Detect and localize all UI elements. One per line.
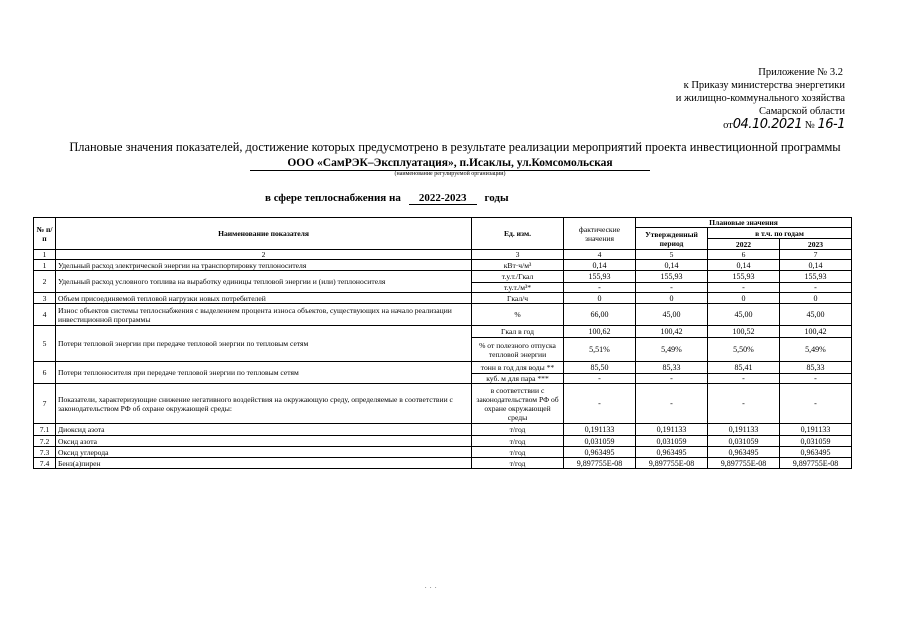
approved-value: 0,031059 (636, 436, 708, 447)
approved-value: 0 (636, 293, 708, 304)
approved-value: 0,191133 (636, 424, 708, 436)
actual-value: - (564, 374, 636, 384)
bottom-mark: . . . (425, 584, 438, 590)
unit-cell: в соответствии с законодательством РФ об охране окружающей среды (472, 384, 564, 424)
table-row (34, 436, 852, 447)
year-2023-value: 100,42 (780, 326, 852, 338)
table-row (34, 447, 852, 458)
row-number: 7 (34, 384, 56, 424)
year-2023-value: - (780, 374, 852, 384)
actual-value: - (564, 283, 636, 293)
sphere-period: 2022-2023 (409, 192, 477, 205)
unit-cell: кВт·ч/м³ (472, 260, 564, 271)
table-row (34, 260, 852, 271)
row-number: 7.1 (34, 424, 56, 436)
header-unit: Ед. изм. (472, 218, 564, 250)
actual-value: 0 (564, 293, 636, 304)
year-2022-value: 0,14 (708, 260, 780, 271)
approved-value: - (636, 384, 708, 424)
handwritten-number: 16-1 (817, 117, 845, 132)
column-number: 1 (34, 250, 56, 260)
indicator-name: Удельный расход электрической энергии на транспортировку теплоносителя (56, 260, 472, 271)
unit-cell: тонн в год для воды ** (472, 362, 564, 374)
year-2022-value: 100,52 (708, 326, 780, 338)
approved-value: 5,49% (636, 338, 708, 362)
column-number: 7 (780, 250, 852, 260)
header-planned: Плановые значения (636, 218, 852, 228)
indicator-name: Диоксид азота (56, 424, 472, 436)
actual-value: 85,50 (564, 362, 636, 374)
row-number: 7.2 (34, 436, 56, 447)
approved-value: 155,93 (636, 271, 708, 283)
approved-value: - (636, 283, 708, 293)
column-number: 5 (636, 250, 708, 260)
organization-caption: (наименование регулируемой организации) (394, 171, 506, 177)
column-numbers-row (34, 250, 852, 260)
approved-value: 9,897755E-08 (636, 458, 708, 469)
approved-value: 0,14 (636, 260, 708, 271)
from-label: от (723, 120, 733, 131)
approved-value: 0,963495 (636, 447, 708, 458)
header-num: № п/п (34, 218, 56, 250)
year-2022-value: 5,50% (708, 338, 780, 362)
unit-cell: Гкал/ч (472, 293, 564, 304)
table-row (34, 326, 852, 338)
appendix-date-line (585, 118, 845, 134)
approved-value: 45,00 (636, 304, 708, 326)
indicator-name: Потери теплоносителя при передаче тепловой энергии по тепловым сетям (56, 362, 472, 384)
table-body (34, 250, 852, 469)
table-row (34, 384, 852, 424)
unit-cell: % (472, 304, 564, 326)
row-number: 7.4 (34, 458, 56, 469)
row-number: 2 (34, 271, 56, 293)
year-2023-value: 5,49% (780, 338, 852, 362)
year-2022-value: 0,191133 (708, 424, 780, 436)
actual-value: 0,031059 (564, 436, 636, 447)
appendix-ministry: и жилищно-коммунального хозяйства (675, 93, 845, 104)
actual-value: 100,62 (564, 326, 636, 338)
actual-value: 155,93 (564, 271, 636, 283)
appendix-order: к Приказу министерства энергетики (683, 80, 845, 91)
year-2023-value: - (780, 384, 852, 424)
indicator-name: Оксид углерода (56, 447, 472, 458)
number-label: № (804, 120, 815, 131)
indicator-name: Потери тепловой энергии при передаче тепловой энергии по тепловым сетям (56, 326, 472, 362)
row-number: 6 (34, 362, 56, 384)
table-row (34, 362, 852, 374)
sphere-line (265, 192, 509, 205)
row-number: 3 (34, 293, 56, 304)
header-year-2023: 2023 (780, 239, 852, 250)
actual-value: 66,00 (564, 304, 636, 326)
indicator-name: Удельный расход условного топлива на выработку единицы тепловой энергии и (или) теплоносителя (56, 271, 472, 293)
sphere-prefix: в сфере теплоснабжения на (265, 192, 401, 204)
indicator-name: Оксид азота (56, 436, 472, 447)
year-2022-value: 0 (708, 293, 780, 304)
year-2022-value: 0,031059 (708, 436, 780, 447)
year-2023-value: 0 (780, 293, 852, 304)
unit-cell: куб. м для пара *** (472, 374, 564, 384)
unit-cell: т.у.т./м³* (472, 283, 564, 293)
handwritten-date: 04.10.2021 (732, 117, 803, 132)
unit-cell: т.у.т./Гкал (472, 271, 564, 283)
approved-value: 85,33 (636, 362, 708, 374)
unit-cell: т/год (472, 424, 564, 436)
actual-value: - (564, 384, 636, 424)
approved-value: 100,42 (636, 326, 708, 338)
actual-value: 0,14 (564, 260, 636, 271)
approved-value: - (636, 374, 708, 384)
appendix-region: Самарской области (759, 106, 845, 117)
actual-value: 0,191133 (564, 424, 636, 436)
year-2023-value: 0,191133 (780, 424, 852, 436)
year-2023-value: 85,33 (780, 362, 852, 374)
year-2022-value: 155,93 (708, 271, 780, 283)
actual-value: 0,963495 (564, 447, 636, 458)
year-2022-value: - (708, 374, 780, 384)
table-row (34, 293, 852, 304)
indicator-name: Показатели, характеризующие снижение негативного воздействия на окружающую среду, определяемые в соответствии с законодательством РФ об охране окружающей среды: (56, 384, 472, 424)
header-by-year: в т.ч. по годам (708, 228, 852, 239)
year-2023-value: 0,14 (780, 260, 852, 271)
row-number: 4 (34, 304, 56, 326)
year-2023-value: 0,963495 (780, 447, 852, 458)
table-row (34, 304, 852, 326)
unit-cell: т/год (472, 436, 564, 447)
table-row (34, 458, 852, 469)
appendix-title: Приложение № 3.2 (758, 67, 843, 78)
actual-value: 9,897755E-08 (564, 458, 636, 469)
indicator-name: Объем присоединяемой тепловой нагрузки новых потребителей (56, 293, 472, 304)
row-number: 7.3 (34, 447, 56, 458)
year-2023-value: - (780, 283, 852, 293)
year-2022-value: - (708, 384, 780, 424)
column-number: 4 (564, 250, 636, 260)
unit-cell: % от полезного отпуска тепловой энергии (472, 338, 564, 362)
column-number: 3 (472, 250, 564, 260)
unit-cell: т/год (472, 458, 564, 469)
year-2022-value: 0,963495 (708, 447, 780, 458)
year-2023-value: 9,897755E-08 (780, 458, 852, 469)
year-2022-value: 45,00 (708, 304, 780, 326)
column-number: 6 (708, 250, 780, 260)
header-actual: фактические значения (564, 218, 636, 250)
indicator-name: Износ объектов системы теплоснабжения с выделением процента износа объектов, существующих на начало реализации инвестиционной программы (56, 304, 472, 326)
year-2022-value: 9,897755E-08 (708, 458, 780, 469)
header-approved: Утвержденный период (636, 228, 708, 250)
column-number: 2 (56, 250, 472, 260)
row-number: 1 (34, 260, 56, 271)
header-year-2022: 2022 (708, 239, 780, 250)
table-row (34, 271, 852, 283)
document-title: Плановые значения показателей, достижение которых предусмотрено в результате реализации мероприятий проекта инвестиционной программы (69, 140, 841, 154)
unit-cell: т/год (472, 447, 564, 458)
actual-value: 5,51% (564, 338, 636, 362)
year-2023-value: 45,00 (780, 304, 852, 326)
sphere-suffix: годы (484, 192, 509, 204)
indicators-table (33, 217, 852, 469)
year-2023-value: 155,93 (780, 271, 852, 283)
table-row (34, 424, 852, 436)
year-2022-value: - (708, 283, 780, 293)
unit-cell: Гкал в год (472, 326, 564, 338)
year-2023-value: 0,031059 (780, 436, 852, 447)
year-2022-value: 85,41 (708, 362, 780, 374)
organization-name: ООО «СамРЭК–Эксплуатация», п.Исаклы, ул.Комсомольская (250, 157, 650, 171)
header-name: Наименование показателя (56, 218, 472, 250)
indicator-name: Бенз(а)пирен (56, 458, 472, 469)
appendix-block (585, 66, 845, 134)
row-number: 5 (34, 326, 56, 362)
